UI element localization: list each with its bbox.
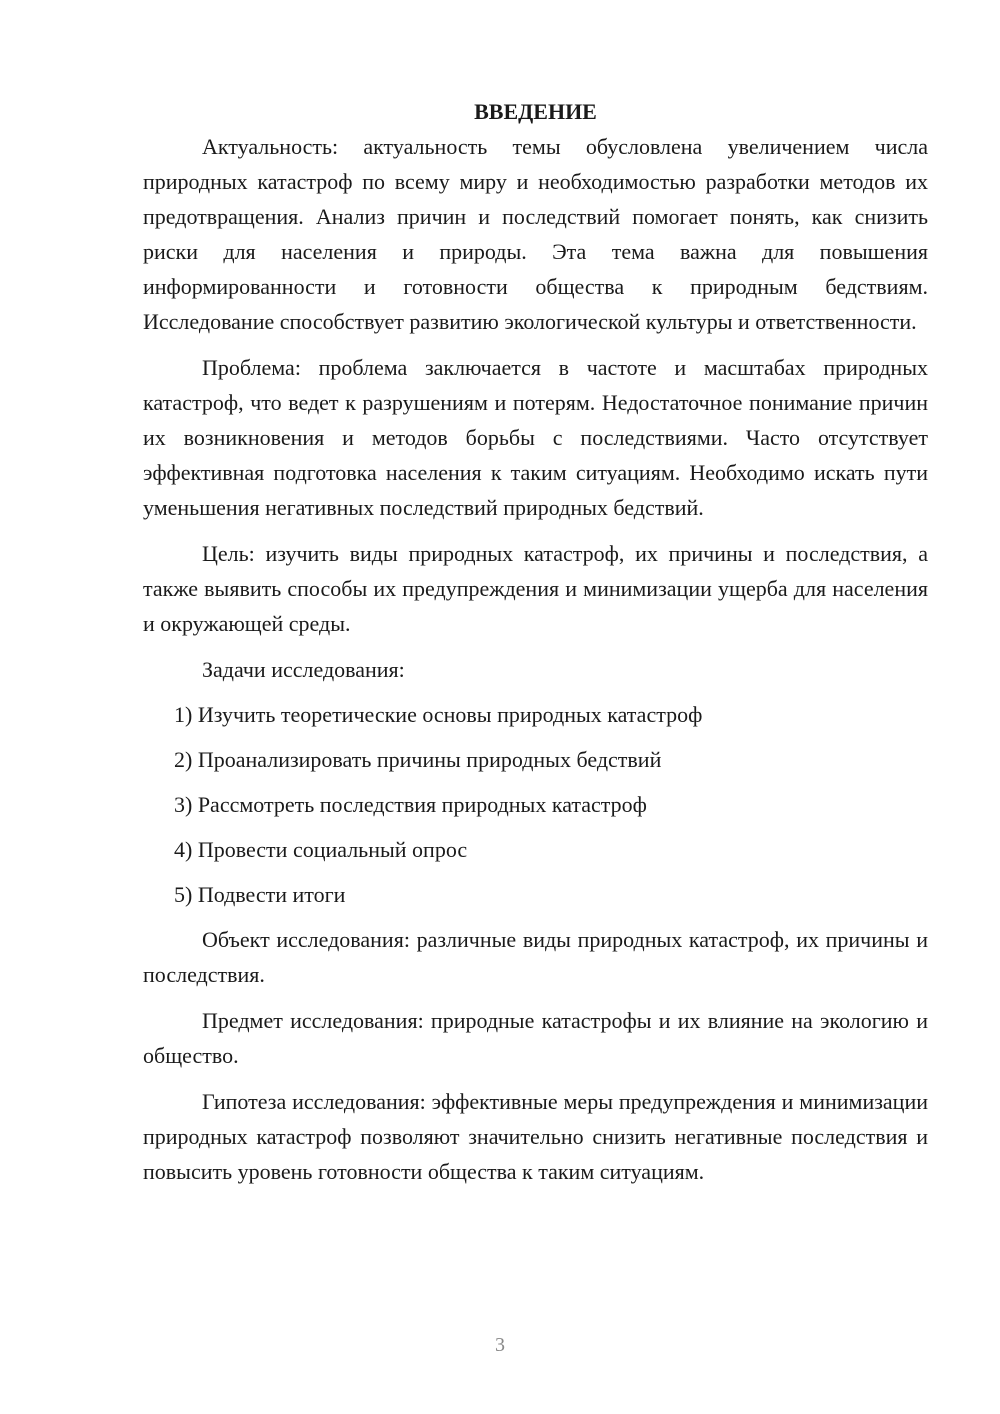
page-title: ВВЕДЕНИЕ	[474, 99, 597, 124]
paragraph-subject: Предмет исследования: природные катастрофы и их влияние на экологию и общество.	[143, 1008, 928, 1068]
list-item: 5) Подвести итоги	[174, 882, 346, 907]
document-page	[143, 94, 928, 1200]
list-item: 2) Проанализировать причины природных бедствий	[174, 747, 662, 772]
paragraph-relevance: Актуальность: актуальность темы обусловлена увеличением числа природных катастроф по всему миру и необходимостью разработки методов их предотвращения. Анализ причин и последствий помогает понять, как снизить риски для населения и природы. Эта тема важна для повышения информированности и готовности общества к природным бедствиям. Исследование способствует развитию экологической культуры и ответственности.	[143, 134, 928, 334]
page-number: 3	[495, 1334, 505, 1356]
list-item: 1) Изучить теоретические основы природных катастроф	[174, 702, 703, 727]
tasks-heading: Задачи исследования:	[202, 657, 405, 682]
paragraph-object: Объект исследования: различные виды природных катастроф, их причины и последствия.	[143, 927, 928, 987]
paragraph-problem: Проблема: проблема заключается в частоте и масштабах природных катастроф, что ведет к разрушениям и потерям. Недостаточное понимание причин их возникновения и методов борьбы с последствиями. Часто отсутствует эффективная подготовка населения к таким ситуациям. Необходимо искать пути уменьшения негативных последствий природных бедствий.	[143, 355, 928, 520]
list-item: 4) Провести социальный опрос	[174, 837, 468, 862]
paragraph-hypothesis: Гипотеза исследования: эффективные меры предупреждения и минимизации природных катастроф позволяют значительно снизить негативные последствия и повысить уровень готовности общества к таким ситуациям.	[143, 1089, 928, 1184]
task-list	[143, 697, 928, 912]
list-item: 3) Рассмотреть последствия природных катастроф	[174, 792, 647, 817]
paragraph-goal: Цель: изучить виды природных катастроф, их причины и последствия, а также выявить способы их предупреждения и минимизации ущерба для населения и окружающей среды.	[143, 541, 928, 636]
